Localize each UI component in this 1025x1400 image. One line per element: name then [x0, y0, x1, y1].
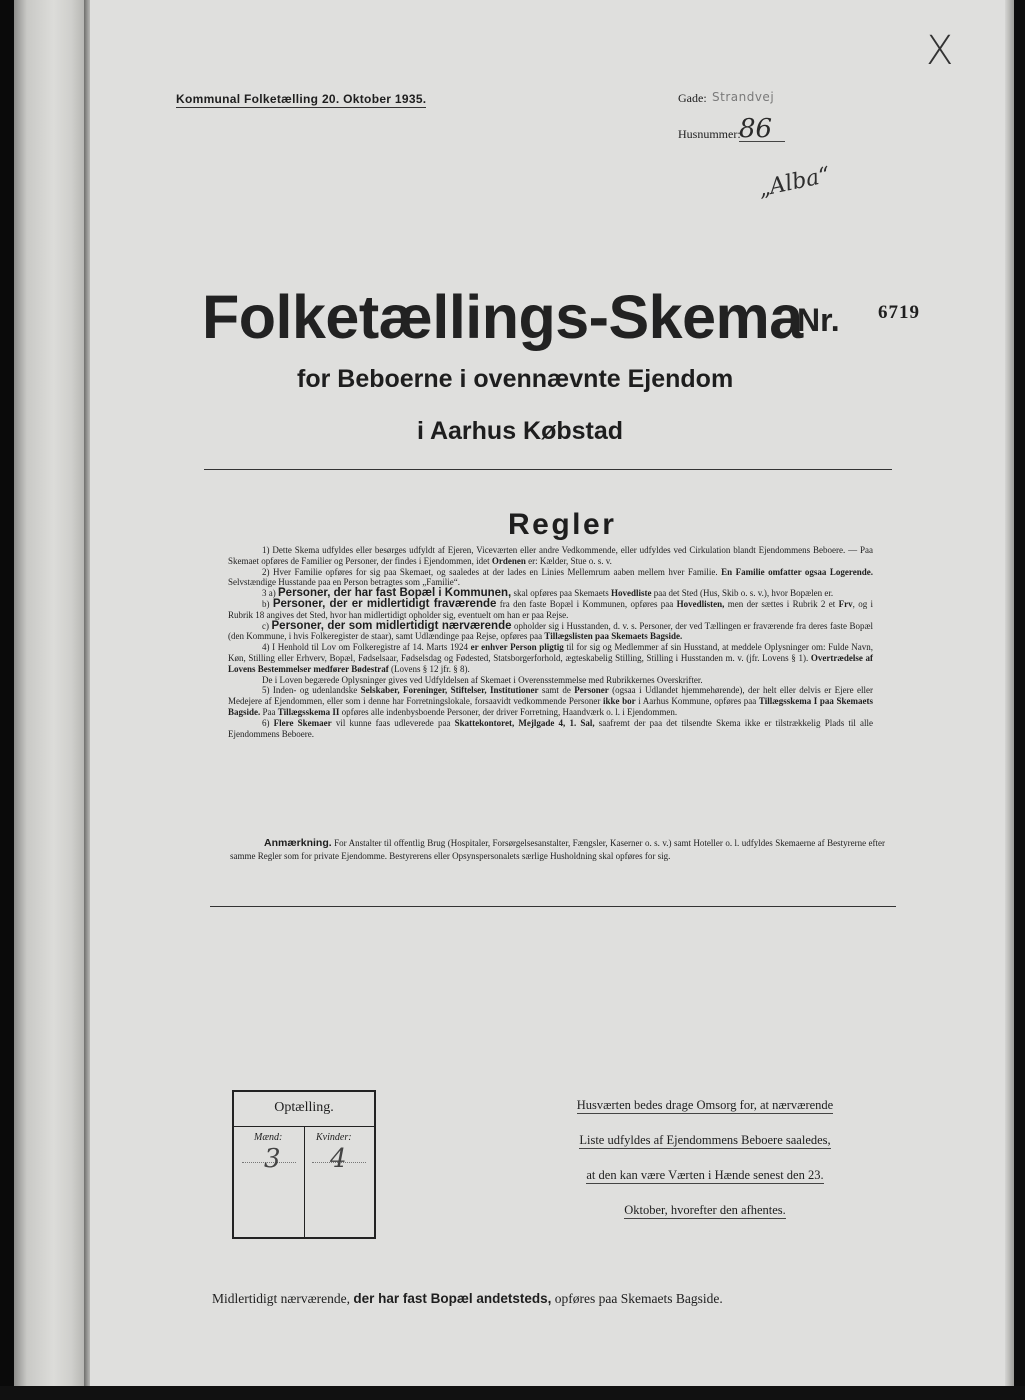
form-subtitle-1: for Beboerne i ovennævnte Ejendom — [297, 365, 734, 393]
rule-1: 1) Dette Skema udfyldes eller besørges udfyldt af Ejeren, Viceværten eller andre Vedkommende, eller udfyldes ved Cirkulation blandt Ejendommens Beboere. — Paa Skemaet opføres de Familier og Personer, der findes i Ejendommen, idet Ordenen er: Kælder, Stue o. s. v. — [228, 545, 873, 566]
landlord-notice-line-3: at den kan være Værten i Hænde senest den 23. — [586, 1168, 824, 1182]
rule-3b: b) Personer, der er midlertidigt fraværende fra den faste Bopæl i Kommunen, opføres paa Hovedlisten, men der sættes i Rubrik 2 et Frv, og i Rubrik 18 angives det Sted, hvor han midlertidigt opholder sig, eventuelt om han er paa Rejse. — [228, 597, 874, 620]
remark-text: For Anstalter til offentlig Brug (Hospitaler, Forsørgelsesanstalter, Fængsler, Kaserner o. s. v.) samt Hoteller o. l. udfyldes Skemaerne af Bestyrerne efter samme Regler som for private Ejendomme. Bestyrerens eller Opsynspersonalets særlige Husholdning skal opføres for sig. — [230, 838, 885, 861]
footer-note: Midlertidigt nærværende, der har fast Bopæl andetsteds, opføres paa Skemaets Bagside. — [212, 1291, 723, 1306]
form-number-value: 6719 — [878, 302, 920, 323]
rules-text — [228, 545, 873, 739]
rule-6: 6) Flere Skemaer vil kunne faas udleverede paa Skattekontoret, Mejlgade 4, 1. Sal, saafremt der paa det tilsendte Skema ikke er tilstrækkelig Plads til alle Ejendommens Beboere. — [228, 717, 874, 739]
corner-mark: X — [926, 28, 954, 74]
street-label: Gade: — [678, 91, 707, 105]
count-box-title: Optælling. — [274, 1100, 334, 1115]
men-count: 3 — [264, 1144, 281, 1174]
scan-frame-bottom — [0, 1386, 1025, 1400]
remark-section — [230, 837, 885, 863]
landlord-notice-line-1: Husværten bedes drage Omsorg for, at nærværende — [576, 1098, 834, 1112]
landlord-notice-line-4: Oktober, hvorefter den afhentes. — [624, 1203, 786, 1217]
binding-spine — [14, 0, 86, 1386]
house-number-label: Husnummer: — [678, 127, 741, 141]
rule-2: 2) Hver Familie opføres for sig paa Skemaet, og saaledes at der lades en Linies Mellemrum aaben mellem hver Familie. En Familie omfatter ogsaa Logerende. Selvstændige Husstande paa en Person betragtes som „Familie“. — [228, 566, 873, 588]
rules-heading: Regler — [508, 508, 617, 541]
form-subtitle-2: i Aarhus Købstad — [417, 417, 624, 445]
page-edge — [1005, 0, 1014, 1386]
count-box-vline — [304, 1126, 305, 1237]
count-box — [232, 1090, 376, 1239]
house-number-underline — [739, 141, 785, 142]
women-label: Kvinder: — [316, 1132, 352, 1143]
women-count: 4 — [330, 1144, 347, 1174]
scan-frame-left — [0, 0, 14, 1400]
rule-4b: De i Loven begærede Oplysninger gives ved Udfyldelsen af Skemaet i Overensstemmelse med Rubrikkernes Overskrifter. — [262, 674, 703, 685]
handwritten-note: „Alba“ — [756, 162, 833, 203]
rule-4: 4) I Henhold til Lov om Folkeregistre af 14. Marts 1924 er enhver Person pligtig til for sig og Medlemmer af sin Husstand, at meddele Oplysninger om: Fulde Navn, Køn, Stilling eller Erhverv, Bopæl, Fødselsaar, Fødselsdag og Fødested, Statsborgerforhold, ægteskabelig Stilling, Stilling i Husstanden m. v. (jfr. Lovens § 1). Overtrædelse af Lovens Bestemmelser medfører Bødestraf (Lovens § 12 jfr. § 8). — [228, 642, 874, 674]
men-label: Mænd: — [254, 1132, 283, 1143]
house-number-value: 86 — [739, 114, 773, 144]
rule-3a: 3 a) Personer, der har fast Bopæl i Kommunen, skal opføres paa Skemaets Hovedliste paa det Sted (Hus, Skib o. s. v.), hvor Bopælen er. — [262, 587, 834, 600]
remark-label: Anmærkning. — [264, 837, 332, 849]
rule-3c: c) Personer, der som midlertidigt nærværende opholder sig i Husstanden, d. v. s. Personer, der ved Tællingen er fraværende fra deres faste Bopæl (den Kommune, i hvis Folkeregister de staar), samt Udlændinge paa Rejse, opføres paa Tillægslisten paa Skemaets Bagside. — [228, 619, 873, 642]
form-title: Folketællings-Skema — [202, 283, 803, 351]
form-number-label: Nr. — [797, 302, 840, 338]
landlord-notice-line-2: Liste udfyldes af Ejendommens Beboere saaledes, — [579, 1133, 831, 1147]
street-value: Strandvej — [712, 90, 775, 104]
census-heading: Kommunal Folketælling 20. Oktober 1935. — [176, 92, 427, 106]
divider-top — [204, 469, 892, 470]
rule-5: 5) Inden- og udenlandske Selskaber, Foreninger, Stiftelser, Institutioner samt de Personer (ogsaa i Udlandet hjemmehørende), der helt eller delvis er Ejere eller Medejere af Ejendommen, eller som i denne har Forretningslokale, forsaavidt vedkommende Personer ikke bor i Aarhus Kommune, opføres paa Tillægsskema I paa Skemaets Bagside. Paa Tillægsskema II opføres alle indenbysboende Personer, der driver Forretning, Haandværk o. l. i Ejendommen. — [228, 685, 874, 717]
divider-bottom — [210, 906, 896, 907]
